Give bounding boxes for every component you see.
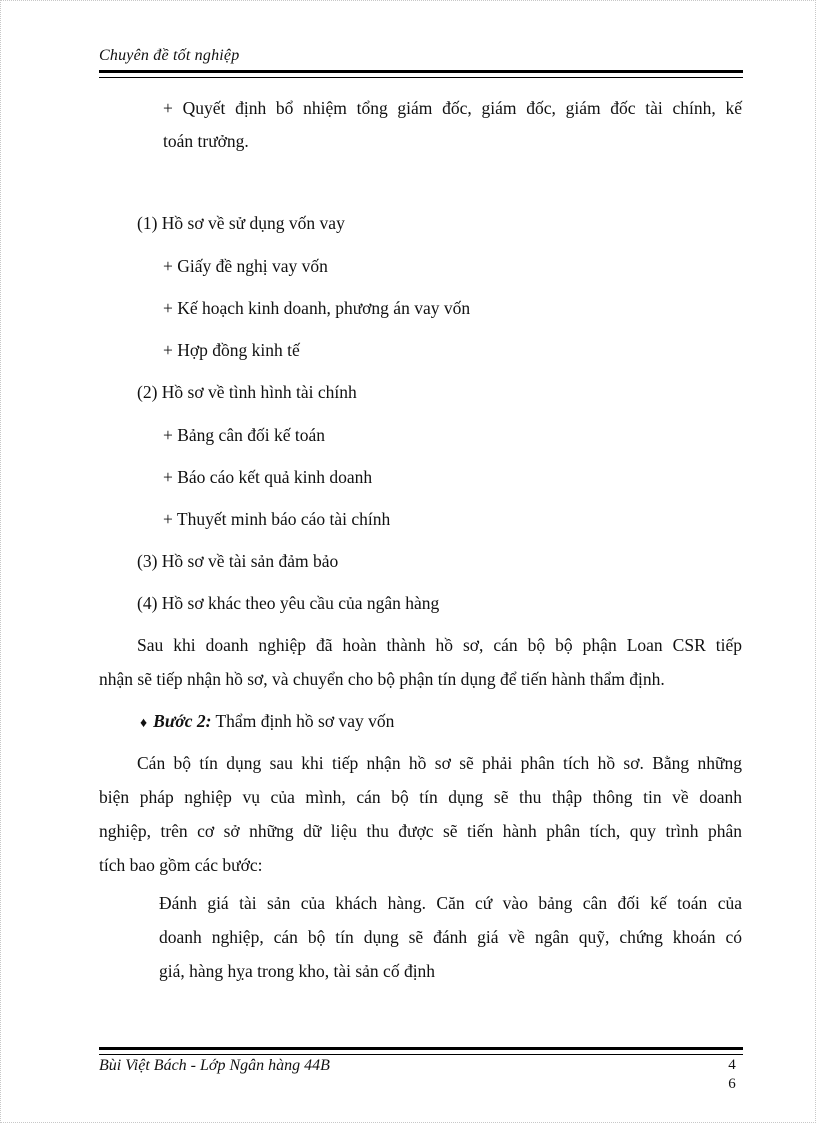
- section-2-item-a: + Bảng cân đối kế toán: [163, 425, 325, 445]
- section-3-heading: (3) Hồ sơ về tài sản đảm bảo: [137, 551, 339, 571]
- paragraph-3-line-1: Đánh giá tài sản của khách hàng. Căn cứ vào bảng cân đối kế toán của: [159, 893, 742, 913]
- paragraph-1-line-2: nhận sẽ tiếp nhận hồ sơ, và chuyển cho bộ phận tín dụng để tiến hành thẩm định.: [99, 669, 665, 689]
- header-rule: [99, 70, 743, 78]
- appoint-line-1: + Quyết định bổ nhiệm tổng giám đốc, giám đốc, giám đốc tài chính, kế: [163, 98, 742, 118]
- section-1-item-b: + Kế hoạch kinh doanh, phương án vay vốn: [163, 298, 471, 318]
- paragraph-2-line-2: biện pháp nghiệp vụ của mình, cán bộ tín dụng sẽ thu thập thông tin về doanh: [99, 787, 742, 807]
- paragraph-2-line-3: nghiệp, trên cơ sở những dữ liệu thu được sẽ tiến hành phân tích, quy trình phân: [99, 821, 742, 841]
- appoint-line-2: toán trưởng.: [163, 131, 249, 151]
- paragraph-2-line-1: Cán bộ tín dụng sau khi tiếp nhận hồ sơ sẽ phải phân tích hồ sơ. Bằng những: [137, 753, 742, 773]
- section-2-item-c: + Thuyết minh báo cáo tài chính: [163, 509, 391, 529]
- section-4-heading: (4) Hồ sơ khác theo yêu cầu của ngân hàng: [137, 593, 440, 613]
- page-number-digit-2: 6: [728, 1076, 736, 1092]
- paragraph-2-line-4: tích bao gồm các bước:: [99, 855, 263, 875]
- page-number-digit-1: 4: [728, 1057, 736, 1073]
- footer-author: Bùi Việt Bách - Lớp Ngân hàng 44B: [99, 1057, 330, 1074]
- section-2-item-b: + Báo cáo kết quả kinh doanh: [163, 467, 373, 487]
- section-1-item-c: + Hợp đồng kinh tế: [163, 340, 300, 360]
- diamond-bullet-icon: ♦: [140, 716, 148, 731]
- step-label: Bước 2:: [153, 711, 212, 731]
- section-1-item-a: + Giấy đề nghị vay vốn: [163, 256, 328, 276]
- step-text: Thẩm định hồ sơ vay vốn: [211, 711, 395, 731]
- header-title: Chuyên đề tốt nghiệp: [99, 47, 240, 64]
- paragraph-3-line-2: doanh nghiệp, cán bộ tín dụng sẽ đánh giá về ngân quỹ, chứng khoán có: [159, 927, 742, 947]
- step-heading: [140, 713, 394, 731]
- paragraph-3-line-3: giá, hàng hỵa trong kho, tài sản cố định: [159, 961, 436, 981]
- paragraph-1-line-1: Sau khi doanh nghiệp đã hoàn thành hồ sơ, cán bộ bộ phận Loan CSR tiếp: [137, 635, 742, 655]
- section-2-heading: (2) Hồ sơ về tình hình tài chính: [137, 382, 357, 402]
- section-1-heading: (1) Hồ sơ về sử dụng vốn vay: [137, 213, 345, 233]
- footer-rule: [99, 1047, 743, 1055]
